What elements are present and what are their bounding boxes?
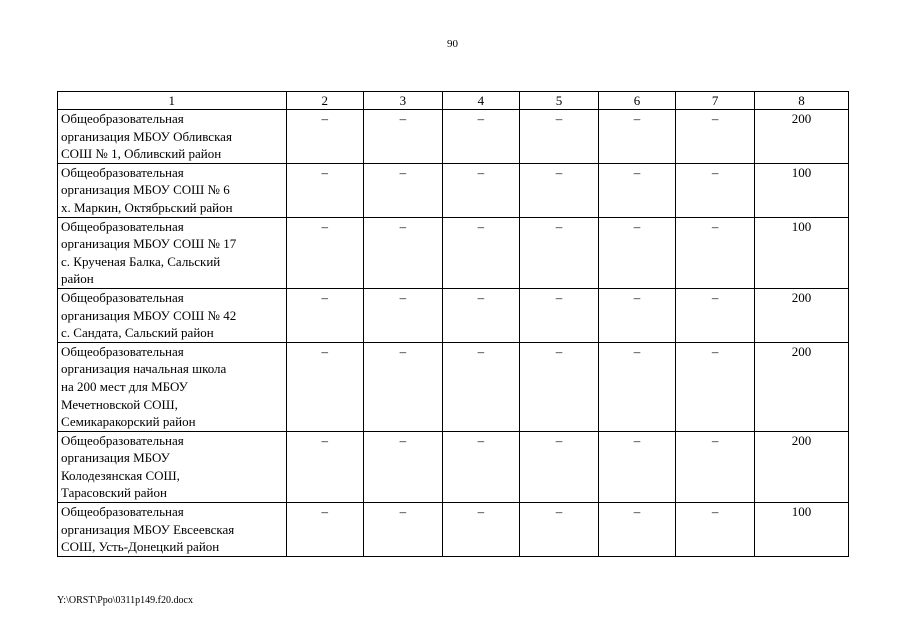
organization-name-line: организация МБОУ Евсеевская xyxy=(61,521,235,537)
organization-name-cell xyxy=(58,431,287,502)
dash-cell: – xyxy=(286,110,364,164)
dash-cell: – xyxy=(598,163,676,217)
dash-cell: – xyxy=(676,503,755,557)
dash-cell: – xyxy=(364,342,443,431)
table-row xyxy=(58,288,849,342)
dash-cell: – xyxy=(520,163,599,217)
value-cell: 100 xyxy=(754,503,848,557)
dash-cell: – xyxy=(442,503,520,557)
organization-name-line: организация МБОУ Обливская xyxy=(61,128,232,144)
organization-name-line: на 200 мест для МБОУ xyxy=(61,378,188,394)
organization-name-line: Общеобразовательная xyxy=(61,111,184,126)
dash-cell: – xyxy=(598,503,676,557)
dash-cell: – xyxy=(286,217,364,288)
organization-name-line: Общеобразовательная xyxy=(61,289,184,305)
dash-cell: – xyxy=(442,342,520,431)
dash-cell: – xyxy=(442,217,520,288)
header-cell: 8 xyxy=(754,92,848,110)
organization-name-line: организация МБОУ СОШ № 17 xyxy=(61,236,237,252)
dash-cell: – xyxy=(676,163,755,217)
dash-cell: – xyxy=(442,110,520,164)
header-cell: 1 xyxy=(58,92,287,110)
dash-cell: – xyxy=(286,431,364,502)
value-cell: 100 xyxy=(754,163,848,217)
table-row xyxy=(58,503,849,557)
dash-cell: – xyxy=(442,431,520,502)
organization-name-line: Колодезянская СОШ, xyxy=(61,467,180,483)
dash-cell: – xyxy=(286,503,364,557)
dash-cell: – xyxy=(286,163,364,217)
dash-cell: – xyxy=(364,431,443,502)
dash-cell: – xyxy=(598,342,676,431)
dash-cell: – xyxy=(520,288,599,342)
organization-name-line: СОШ № 1, Обливский район xyxy=(61,146,222,162)
header-cell: 5 xyxy=(520,92,599,110)
dash-cell: – xyxy=(286,288,364,342)
organization-name-cell xyxy=(58,217,287,288)
organization-name-line: район xyxy=(61,271,94,287)
value-cell: 200 xyxy=(754,110,848,164)
dash-cell: – xyxy=(364,288,443,342)
table-row xyxy=(58,163,849,217)
organization-name-line: с. Крученая Балка, Сальский xyxy=(61,253,221,269)
organization-name-line: СОШ, Усть-Донецкий район xyxy=(61,539,220,555)
dash-cell: – xyxy=(364,110,443,164)
organization-name-line: Семикаракорский район xyxy=(61,414,196,430)
header-cell: 2 xyxy=(286,92,364,110)
organization-name-line: с. Сандата, Сальский район xyxy=(61,325,214,341)
dash-cell: – xyxy=(364,217,443,288)
organization-name-line: Общеобразовательная xyxy=(61,164,184,180)
dash-cell: – xyxy=(598,217,676,288)
dash-cell: – xyxy=(598,110,676,164)
footer-file-path: Y:\ORST\Ppo\0311p149.f20.docx xyxy=(57,595,193,606)
dash-cell: – xyxy=(520,110,599,164)
organization-name-cell xyxy=(58,503,287,557)
organization-name-line: Общеобразовательная xyxy=(61,432,184,448)
table-row xyxy=(58,217,849,288)
organization-name-line: Общеобразовательная xyxy=(61,504,184,520)
table-header-row xyxy=(58,92,849,110)
dash-cell: – xyxy=(676,431,755,502)
dash-cell: – xyxy=(520,503,599,557)
dash-cell: – xyxy=(676,288,755,342)
value-cell: 200 xyxy=(754,431,848,502)
organization-name-line: Тарасовский район xyxy=(61,485,167,501)
value-cell: 200 xyxy=(754,342,848,431)
table-row xyxy=(58,342,849,431)
table-row xyxy=(58,431,849,502)
organization-name-cell xyxy=(58,288,287,342)
organization-name-line: Общеобразовательная xyxy=(61,343,184,359)
organization-name-line: организация МБОУ xyxy=(61,450,170,466)
table-row xyxy=(58,110,849,164)
organization-name-line: Мечетновской СОШ, xyxy=(61,396,178,412)
organization-name-cell xyxy=(58,110,287,164)
dash-cell: – xyxy=(520,431,599,502)
organization-name-line: организация МБОУ СОШ № 42 xyxy=(61,307,237,323)
page-number: 90 xyxy=(447,38,458,50)
dash-cell: – xyxy=(442,288,520,342)
dash-cell: – xyxy=(676,217,755,288)
dash-cell: – xyxy=(598,431,676,502)
organization-name-line: х. Маркин, Октябрьский район xyxy=(61,199,233,215)
dash-cell: – xyxy=(286,342,364,431)
header-cell: 4 xyxy=(442,92,520,110)
dash-cell: – xyxy=(364,503,443,557)
header-cell: 7 xyxy=(676,92,755,110)
dash-cell: – xyxy=(598,288,676,342)
dash-cell: – xyxy=(520,217,599,288)
organization-name-cell xyxy=(58,342,287,431)
table-body xyxy=(58,110,849,557)
header-cell: 6 xyxy=(598,92,676,110)
dash-cell: – xyxy=(364,163,443,217)
value-cell: 100 xyxy=(754,217,848,288)
dash-cell: – xyxy=(520,342,599,431)
organization-name-line: организация начальная школа xyxy=(61,361,227,377)
dash-cell: – xyxy=(442,163,520,217)
organization-name-cell xyxy=(58,163,287,217)
dash-cell: – xyxy=(676,342,755,431)
header-cell: 3 xyxy=(364,92,443,110)
organization-name-line: организация МБОУ СОШ № 6 xyxy=(61,182,230,198)
organization-name-line: Общеобразовательная xyxy=(61,218,184,234)
value-cell: 200 xyxy=(754,288,848,342)
data-table xyxy=(57,91,849,557)
dash-cell: – xyxy=(676,110,755,164)
